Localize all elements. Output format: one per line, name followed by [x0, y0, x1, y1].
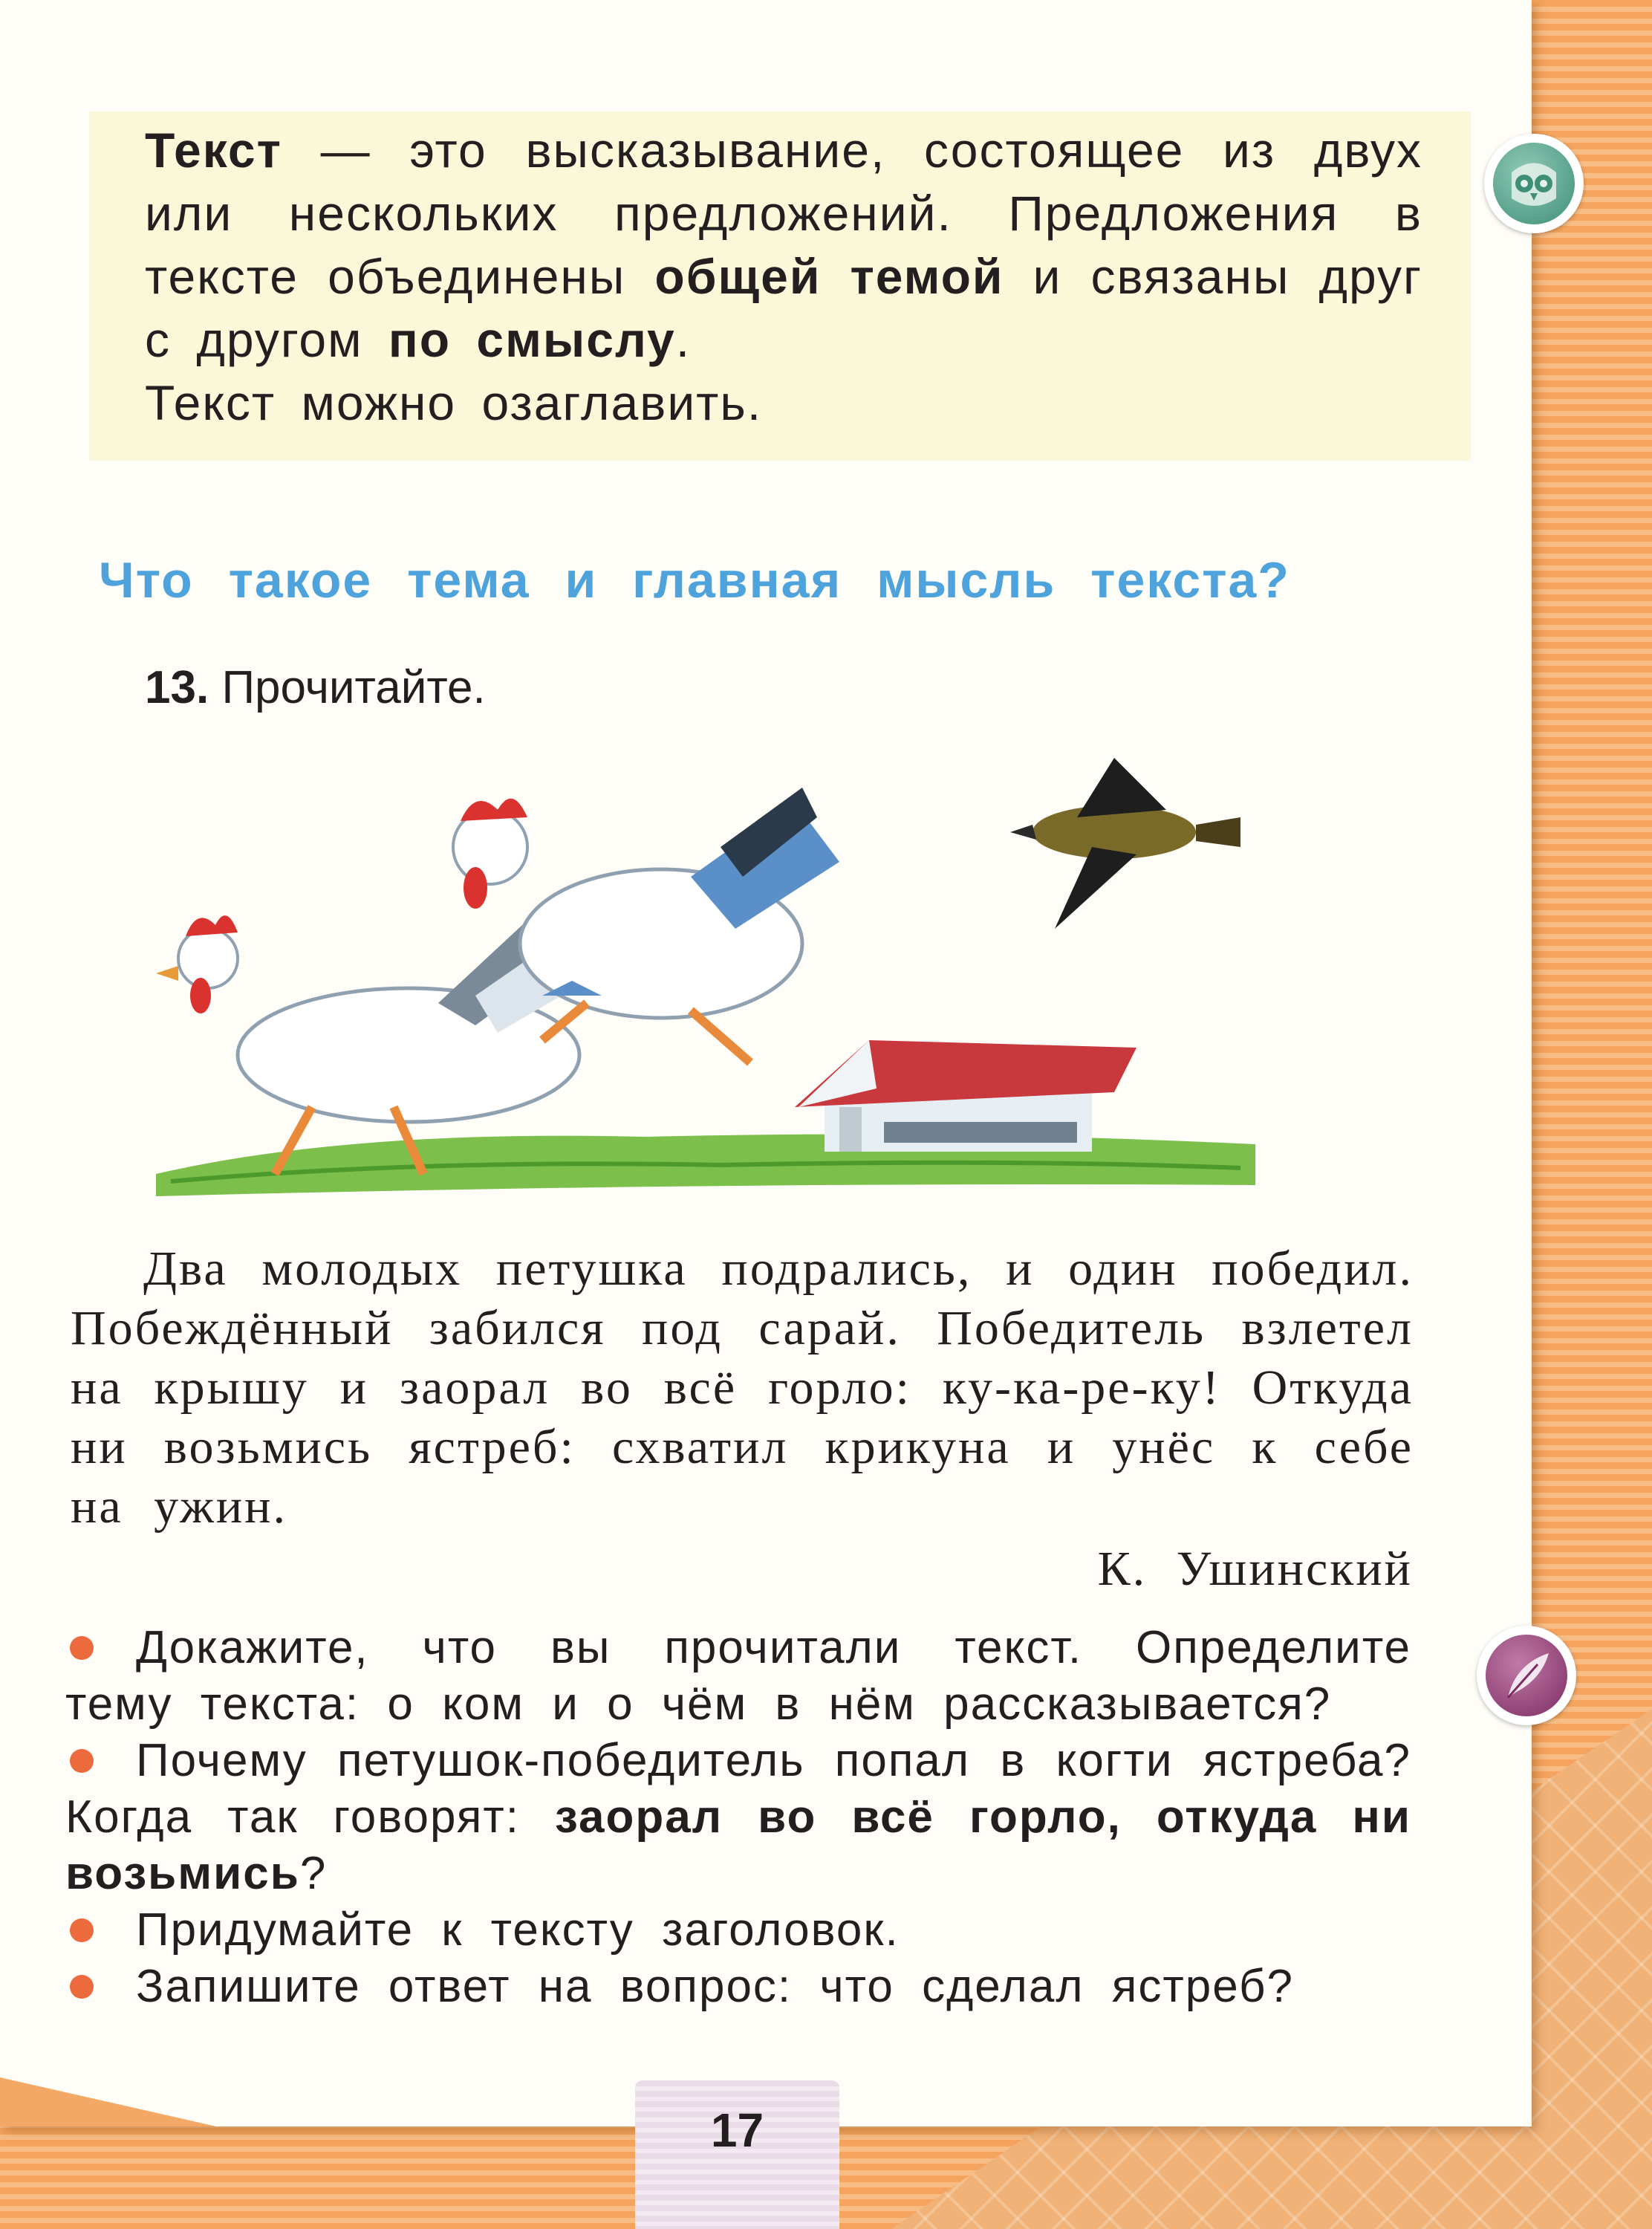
barn: [795, 1040, 1136, 1152]
task-item: [65, 1902, 1411, 1959]
feather-pen-icon: [1477, 1626, 1576, 1725]
exercise-number: 13.: [145, 662, 209, 713]
bullet-icon: [70, 1636, 94, 1660]
rule-term: Текст: [145, 123, 282, 178]
hawk: [1010, 758, 1240, 929]
bullet-icon: [70, 1975, 94, 1999]
task-item: [65, 1959, 1411, 2015]
rule-line-2: Текст можно озаглавить.: [145, 375, 763, 430]
task-item: [65, 1620, 1411, 1733]
rule-bold-topic: общей темой: [654, 249, 1004, 304]
bullet-icon: [70, 1749, 94, 1773]
exercise-instruction: Прочитайте.: [221, 662, 486, 713]
task-list: [65, 1620, 1411, 2015]
task-bold-phrase: заорал во всё горло, откуда ни возьмись: [65, 1791, 1411, 1899]
section-heading: Что такое тема и главная мысль текста?: [99, 552, 1290, 609]
rule-bold-meaning: по смыслу: [388, 312, 676, 367]
story-author: К. Ушинский: [1097, 1542, 1413, 1596]
page-number: 17: [710, 2103, 764, 2157]
task-text: Докажите, что вы прочитали текст. Определите тему текста: о ком и о чём в нём рассказывается?: [65, 1622, 1411, 1730]
exercise-line: [145, 661, 486, 714]
rule-text: Текст — это высказывание, состоящее из двух или нескольких предложений. Предложения в тексте объединены общей темой и связаны друг с другом по смыслу. Текст можно озаглавить.: [145, 123, 1423, 430]
task-text: Придумайте к тексту заголовок.: [136, 1904, 900, 1956]
task-item: [65, 1733, 1411, 1902]
roosters-hawk-illustration: [126, 758, 1285, 1204]
bullet-icon: [70, 1918, 94, 1942]
owl-icon: [1484, 134, 1584, 233]
task-text: Почему петушок-победитель попал в когти ястреба? Когда так говорят: заорал во всё горло, откуда ни возьмись?: [65, 1735, 1411, 1899]
story-text: Два молодых петушка подрались, и один победил. Побеждённый забился под сарай. Победитель взлетел на крышу и заорал во всё горло: ку-ка-ре-ку! Откуда ни возьмись ястреб: схватил крикуна и унёс к себе на ужин.: [71, 1242, 1414, 1534]
task-text: Запишите ответ на вопрос: что сделал ястреб?: [136, 1961, 1294, 2012]
